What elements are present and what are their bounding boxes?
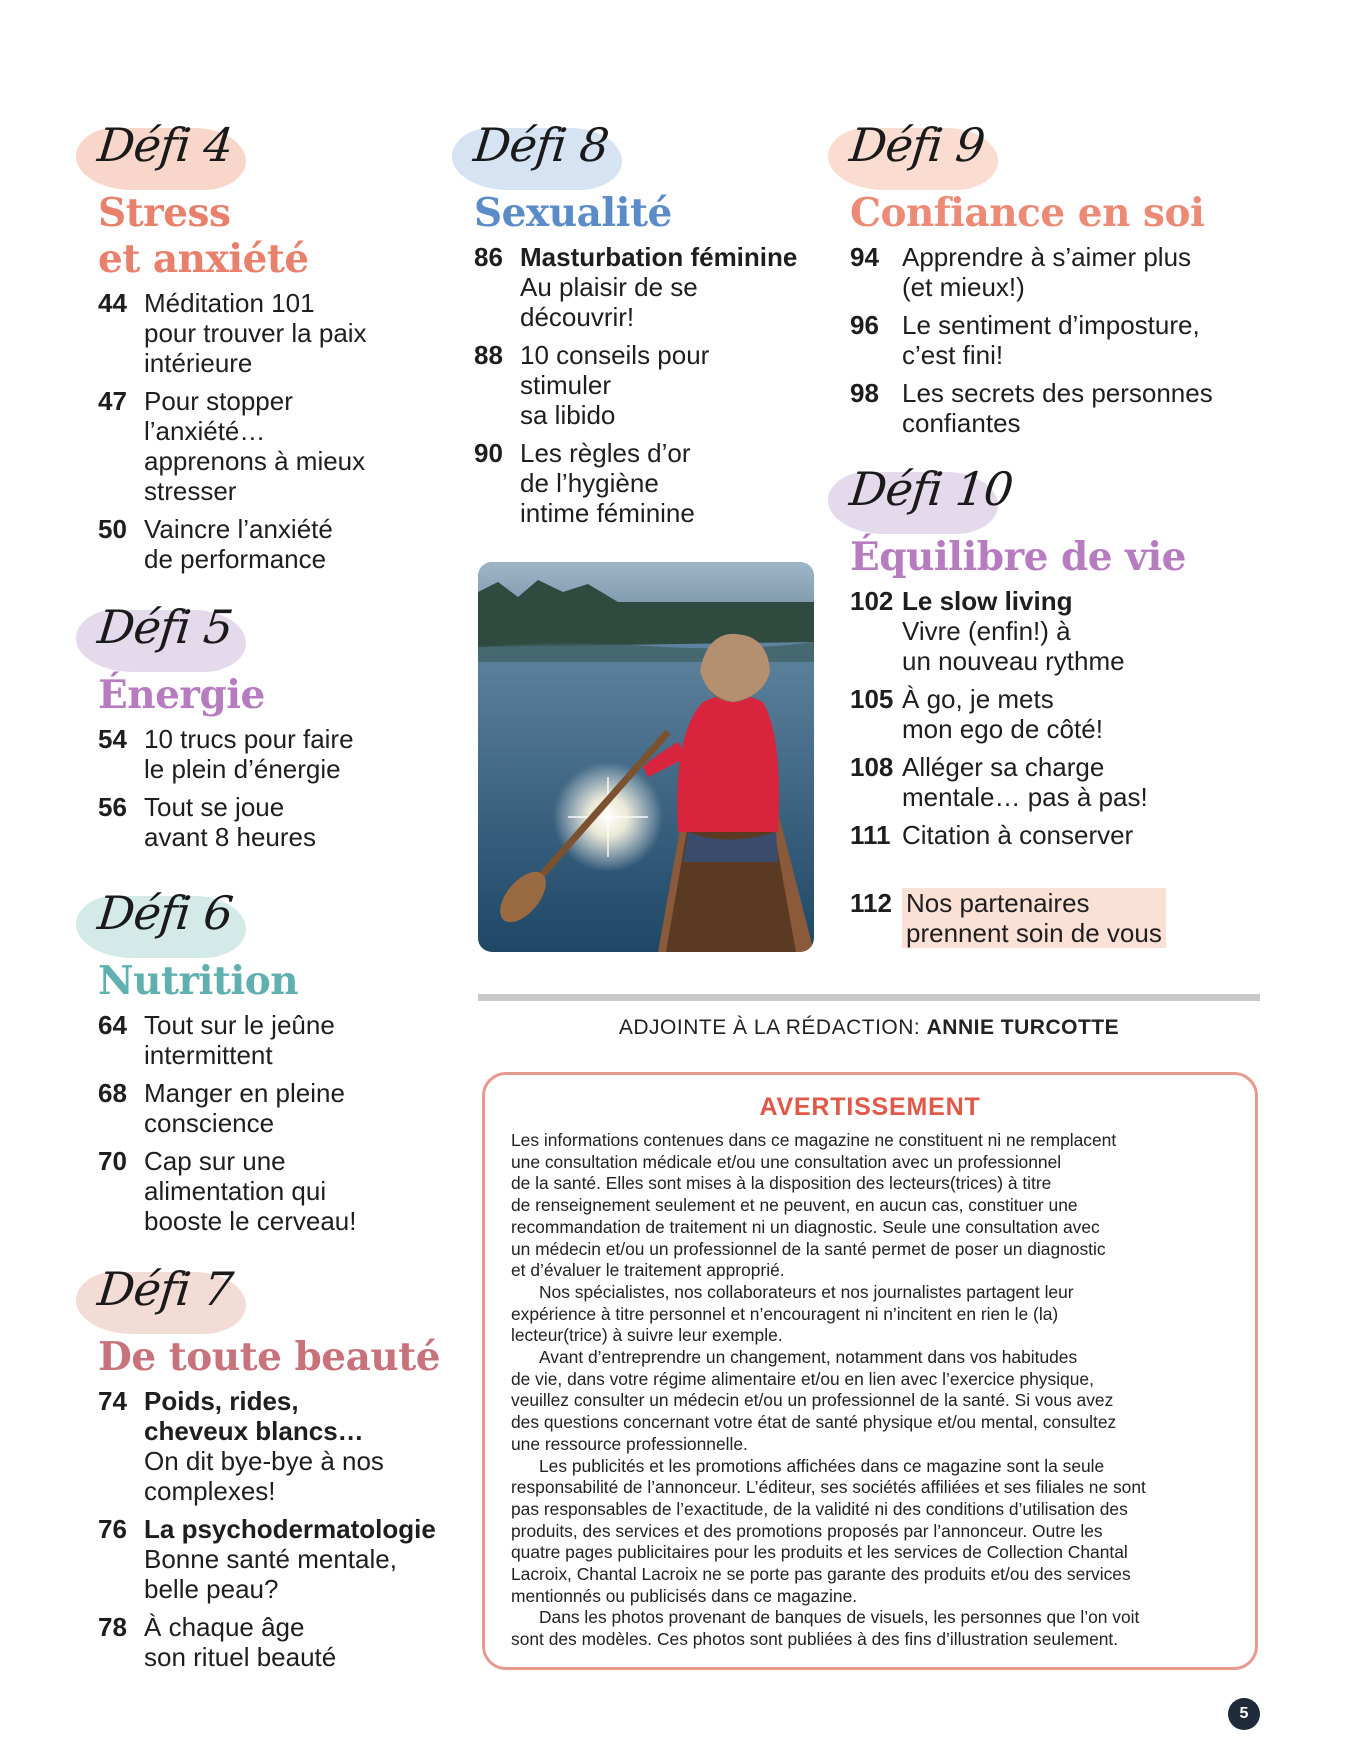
credit-name: ANNIE TURCOTTE [926, 1016, 1120, 1039]
toc-entry[interactable] [850, 310, 1288, 370]
page-number: 86 [474, 242, 503, 272]
entry-subtitle: Citation à conserver [902, 820, 1134, 850]
entry-subtitle: Les secrets des personnes confiantes [902, 378, 1213, 438]
entry-text [520, 242, 797, 332]
divider [478, 994, 1260, 1001]
entry-text [144, 1010, 335, 1070]
entry-text [902, 684, 1103, 744]
page-number: 47 [98, 386, 127, 416]
entry-headline: La psychodermatologie [144, 1514, 436, 1544]
entry-text [144, 1514, 436, 1604]
entry-text [902, 310, 1200, 370]
toc-entry[interactable] [474, 340, 842, 430]
warning-paragraph: Avant d’entreprendre un changement, notamment dans vos habitudes de vie, dans votre régime alimentaire et/ou en lien avec l’exercice physique, veuillez consulter un médecin et/ou un professionnel de la santé. Si vous avez des questions concernant votre état de santé physique et/ou mental, consultez une ressource professionnelle. [511, 1347, 1117, 1454]
defi-label [828, 462, 1016, 540]
page-number: 90 [474, 438, 503, 468]
toc-entry[interactable] [850, 586, 1288, 676]
entry-text [902, 820, 1133, 850]
defi-number [95, 1262, 235, 1316]
entry-subtitle: On dit bye-bye à nos complexes! [144, 1446, 384, 1506]
defi-word: Défi [95, 600, 193, 654]
entry-subtitle: À go, je mets mon ego de côté! [902, 684, 1103, 744]
page-number: 88 [474, 340, 503, 370]
entry-text [144, 288, 367, 378]
defi-num: 7 [201, 1262, 235, 1316]
page-number: 76 [98, 1514, 127, 1544]
defi-word: Défi [847, 118, 945, 172]
entry-subtitle: 10 trucs pour faire le plein d’énergie [144, 724, 354, 784]
entry-subtitle: Tout se joue avant 8 heures [144, 792, 317, 852]
page-number: 54 [98, 724, 127, 754]
page-number: 102 [850, 586, 894, 616]
defi-num: 9 [953, 118, 987, 172]
entry-text [902, 752, 1148, 812]
defi-word: Défi [95, 118, 193, 172]
section-title: Énergie [98, 672, 265, 718]
entry-subtitle: Apprendre à s’aimer plus (et mieux!) [902, 242, 1192, 302]
entry-subtitle: Tout sur le jeûne intermittent [144, 1010, 335, 1070]
canoe-lake-photo [478, 562, 814, 952]
entry-subtitle: À chaque âge son rituel beauté [144, 1612, 337, 1672]
defi-label [76, 118, 246, 196]
page-number: 56 [98, 792, 127, 822]
toc-entry[interactable] [850, 888, 1288, 948]
entry-text [144, 386, 365, 506]
page-number: 112 [850, 888, 892, 918]
defi-num: 6 [201, 886, 235, 940]
partners-entry [828, 888, 1288, 956]
toc-entry[interactable] [98, 386, 466, 506]
entry-text [144, 514, 333, 574]
section-title: Nutrition [98, 958, 299, 1004]
entry-subtitle: Le sentiment d’imposture, c’est fini! [902, 310, 1200, 370]
warning-box [482, 1072, 1258, 1670]
toc-entry[interactable] [474, 438, 842, 528]
entry-headline: Le slow living [902, 586, 1073, 616]
entry-text [144, 1078, 345, 1138]
defi-label [76, 1262, 246, 1340]
defi-number [847, 462, 1015, 516]
section-defi-10 [828, 462, 1288, 858]
defi-label [76, 600, 246, 678]
toc-entry[interactable] [98, 1386, 466, 1506]
entry-text [144, 792, 316, 852]
section-title: Stress et anxiété [98, 190, 309, 282]
defi-num: 4 [201, 118, 235, 172]
section-title: Équilibre de vie [850, 534, 1186, 580]
defi-num: 8 [577, 118, 611, 172]
toc-entry[interactable] [98, 1146, 466, 1236]
section-title: Confiance en soi [850, 190, 1205, 236]
entry-text [144, 724, 354, 784]
page-number: 94 [850, 242, 879, 272]
entry-text [520, 340, 709, 430]
entry-subtitle: Manger en pleine conscience [144, 1078, 345, 1138]
page-number: 44 [98, 288, 127, 318]
page-number: 105 [850, 684, 894, 714]
section-defi-8 [452, 118, 842, 536]
page-number: 70 [98, 1146, 127, 1176]
defi-number [95, 600, 235, 654]
page-number: 108 [850, 752, 894, 782]
entry-headline: Masturbation féminine [520, 242, 798, 272]
credit-role: ADJOINTE À LA RÉDACTION: [618, 1016, 921, 1039]
toc-entry[interactable] [850, 820, 1288, 850]
page-number: 74 [98, 1386, 127, 1416]
page-number: 68 [98, 1078, 127, 1108]
entry-subtitle: Bonne santé mentale, belle peau? [144, 1544, 397, 1604]
defi-word: Défi [847, 462, 945, 516]
defi-label [452, 118, 622, 196]
section-title: Sexualité [474, 190, 672, 236]
page-number-badge: 5 [1228, 1698, 1260, 1730]
toc-entry[interactable] [98, 514, 466, 574]
defi-number [95, 886, 235, 940]
defi-word: Défi [95, 886, 193, 940]
page-number: 50 [98, 514, 127, 544]
entry-subtitle: Les règles d’or de l’hygiène intime féminine [520, 438, 695, 528]
warning-paragraph: Les informations contenues dans ce magazine ne constituent ni ne remplacent une consultation médicale et/ou une consultation avec un professionnel de la santé. Elles sont mises à la disposition des lecteurs(trices) à titre de renseignement seulement et ne peuvent, en aucun cas, constituer une recommandation de traitement ni un diagnostic. Seule une consultation avec un médecin et/ou un professionnel de la santé permet de poser un diagnostic et d’évaluer le traitement approprié. [511, 1130, 1117, 1281]
defi-number [95, 118, 235, 172]
warning-title: AVERTISSEMENT [759, 1093, 981, 1121]
defi-word: Défi [95, 1262, 193, 1316]
warning-paragraph: Les publicités et les promotions affichées dans ce magazine sont la seule responsabilité de l’annonceur. L’éditeur, ses sociétés affiliées et ses filiales ne sont pas responsables de l’exactitude, de la validité ni des conditions d’utilisation des produits, des services et des promotions proposés par l’annonceur. Outre les quatre pages publicitaires pour les produits et les services de Collection Chantal Lacroix, Chantal Lacroix ne se porte pas garante des produits et/ou des services mentionnés ou publicisés dans ce magazine. [511, 1455, 1146, 1606]
defi-label [828, 118, 998, 196]
entry-subtitle: Cap sur une alimentation qui booste le cerveau! [144, 1146, 357, 1236]
toc-entry[interactable] [850, 752, 1288, 812]
entry-text [902, 242, 1191, 302]
entry-text [144, 1146, 356, 1236]
toc-entry[interactable] [474, 242, 842, 332]
section-title: De toute beauté [98, 1334, 441, 1380]
entry-text [144, 1612, 336, 1672]
entry-subtitle: 10 conseils pour stimuler sa libido [520, 340, 710, 430]
entry-subtitle: Vaincre l’anxiété de performance [144, 514, 333, 574]
entry-text [520, 438, 695, 528]
defi-word: Défi [471, 118, 569, 172]
toc-entry[interactable] [98, 792, 466, 852]
entry-text [902, 378, 1213, 438]
page-number: 98 [850, 378, 879, 408]
toc-entry[interactable] [98, 1514, 466, 1604]
section-defi-7 [76, 1262, 466, 1680]
warning-paragraph: Dans les photos provenant de banques de visuels, les personnes que l’on voit sont des modèles. Ces photos sont publiées à des fins d’illustration seulement. [511, 1607, 1140, 1650]
entry-text: Nos partenaires prennent soin de vous [902, 888, 1166, 948]
section-defi-5 [76, 600, 466, 860]
section-defi-4 [76, 118, 466, 582]
toc-entry[interactable] [98, 1010, 466, 1070]
toc-entry[interactable] [98, 724, 466, 784]
defi-number [847, 118, 987, 172]
toc-entry[interactable] [98, 1078, 466, 1138]
toc-entry[interactable] [850, 242, 1288, 302]
page-number: 111 [850, 820, 891, 850]
defi-number [471, 118, 611, 172]
entry-text [144, 1386, 384, 1506]
defi-label [76, 886, 246, 964]
page-number: 64 [98, 1010, 127, 1040]
section-defi-6 [76, 886, 466, 1244]
page-number: 96 [850, 310, 879, 340]
toc-entry[interactable] [850, 378, 1288, 438]
entry-text [902, 586, 1125, 676]
editor-credit [478, 1016, 1260, 1040]
entry-headline: Poids, rides, cheveux blancs… [144, 1386, 364, 1446]
entry-subtitle: Pour stopper l’anxiété… apprenons à mieux stresser [144, 386, 366, 506]
page-number: 78 [98, 1612, 127, 1642]
toc-entry[interactable] [850, 684, 1288, 744]
entry-subtitle: Méditation 101 pour trouver la paix intérieure [144, 288, 367, 378]
toc-entry[interactable] [98, 288, 466, 378]
toc-entry[interactable] [98, 1612, 466, 1672]
warning-paragraph: Nos spécialistes, nos collaborateurs et nos journalistes partagent leur expérience à titre personnel et n’encouragent ni n’incitent en rien le (la) lecteur(trice) à suivre leur exemple. [511, 1281, 1074, 1346]
defi-num: 10 [953, 462, 1016, 516]
section-defi-9 [828, 118, 1288, 446]
entry-subtitle: Vivre (enfin!) à un nouveau rythme [902, 616, 1125, 676]
entry-subtitle: Au plaisir de se découvrir! [520, 272, 698, 332]
defi-num: 5 [201, 600, 235, 654]
entry-subtitle: Alléger sa charge mentale… pas à pas! [902, 752, 1148, 812]
